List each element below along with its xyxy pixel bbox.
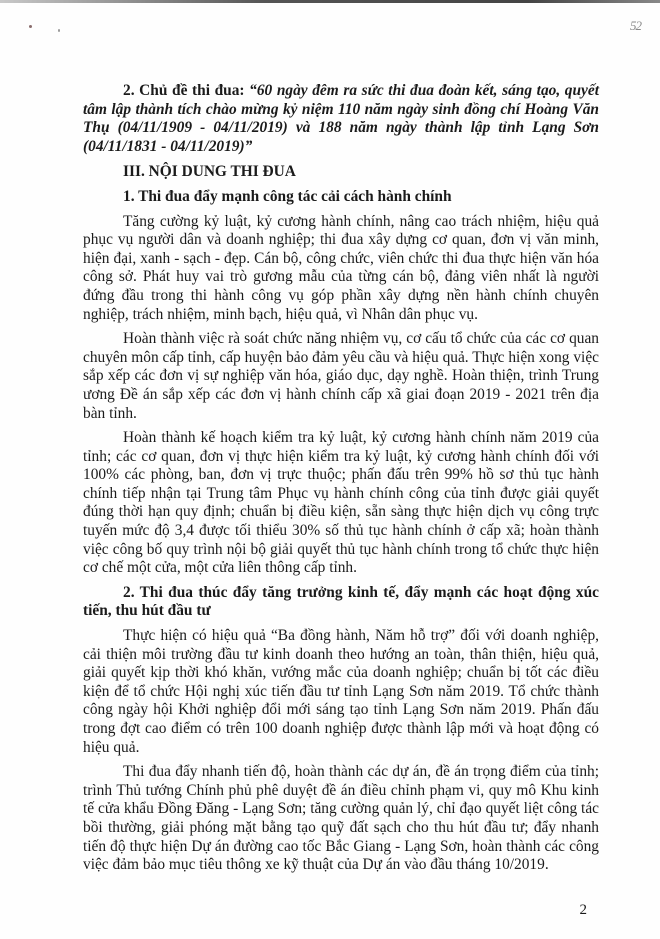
paragraph: Hoàn thành việc rà soát chức năng nhiệm vụ, cơ cấu tổ chức của các cơ quan chuyên môn cấp tỉnh, cấp huyện bảo đảm yêu cầu và hiệu quả. Thực hiện xong việc sắp xếp các đơn vị sự nghiệp văn hóa, giáo dục, dạy nghề. Hoàn thiện, trình Trung ương Đề án sắp xếp các đơn vị hành chính cấp xã giai đoạn 2019 - 2021 trên địa bàn tỉnh.: [83, 330, 599, 422]
page-number: 2: [579, 901, 587, 918]
subsection-heading: 1. Thi đua đẩy mạnh công tác cải cách hành chính: [123, 187, 452, 205]
subsection-heading: 2. Thi đua thúc đẩy tăng trưởng kinh tế, đẩy mạnh các hoạt động xúc tiến, thu hút đầu tư: [83, 583, 599, 620]
document-body: [83, 82, 599, 875]
scan-edge-line: [0, 0, 660, 3]
paragraph: Hoàn thành kế hoạch kiểm tra kỷ luật, kỷ cương hành chính năm 2019 của tỉnh; các cơ quan, đơn vị thực hiện kiểm tra kỷ luật, kỷ cương hành chính đối với 100% các phòng, ban, đơn vị trực thuộc; phấn đấu trên 99% hồ sơ thủ tục hành chính tiếp nhận tại Trung tâm Phục vụ hành chính công của tỉnh được giải quyết đúng thời hạn quy định; chuẩn bị điều kiện, sẵn sàng thực hiện dịch vụ công trực tuyến mức độ 3,4 được tối thiểu 30% số thủ tục hành chính ở cấp xã; hoàn thành việc công bố quy trình nội bộ giải quyết thủ tục hành chính trong tổ chức thực hiện cơ chế một cửa, một cửa liên thông cấp tỉnh.: [83, 429, 599, 577]
scan-speck: [29, 25, 32, 28]
section-theme: [83, 82, 599, 156]
section-heading: III. NỘI DUNG THI ĐUA: [123, 163, 296, 181]
theme-quote: “60 ngày đêm ra sức thi đua đoàn kết, sáng tạo, quyết tâm lập thành tích chào mừng kỷ niệm 110 năm ngày sinh đồng chí Hoàng Văn Thụ (04/11/1909 - 04/11/2019) và 188 năm ngày thành lập tỉnh Lạng Sơn (04/11/1831 - 04/11/2019)”: [83, 82, 599, 155]
paragraph: Thi đua đẩy nhanh tiến độ, hoàn thành các dự án, đề án trọng điểm của tỉnh; trình Thủ tướng Chính phủ phê duyệt đề án điều chỉnh phạm vi, quy mô Khu kinh tế cửa khẩu Đồng Đăng - Lạng Sơn; tăng cường quản lý, chỉ đạo quyết liệt công tác bồi thường, giải phóng mặt bằng tạo quỹ đất sạch cho thu hút đầu tư; đẩy nhanh tiến độ thực hiện Dự án đường cao tốc Bắc Giang - Lạng Sơn, hoàn thành các công việc đảm bảo mục tiêu thông xe kỹ thuật của Dự án vào đầu tháng 10/2019.: [83, 763, 599, 874]
paragraph: Tăng cường kỷ luật, kỷ cương hành chính, nâng cao trách nhiệm, hiệu quả phục vụ người dân và doanh nghiệp; thi đua xây dựng cơ quan, đơn vị văn minh, hiện đại, xanh - sạch - đẹp. Cán bộ, công chức, viên chức thi đua thực hiện văn hóa công sở. Phát huy vai trò gương mẫu của từng cán bộ, đảng viên nhất là người đứng đầu trong thi hành công vụ góp phần xây dựng nền hành chính chuyên nghiệp, trách nhiệm, minh bạch, hiệu quả, vì Nhân dân phục vụ.: [83, 212, 599, 323]
page-footer: [83, 901, 599, 939]
paragraph: Thực hiện có hiệu quả “Ba đồng hành, Năm hỗ trợ” đối với doanh nghiệp, cải thiện môi trường đầu tư kinh doanh theo hướng an toàn, thân thiện, hiệu quả, giải quyết kịp thời khó khăn, vướng mắc của doanh nghiệp; chuẩn bị tốt các điều kiện để tổ chức Hội nghị xúc tiến đầu tư tỉnh Lạng Sơn năm 2019. Tổ chức thành công ngày hội Khởi nghiệp đổi mới sáng tạo tỉnh Lạng Sơn năm 2019. Phấn đấu trong đợt cao điểm có trên 100 doanh nghiệp được thành lập mới và hoạt động có hiệu quả.: [83, 627, 599, 756]
theme-label: 2. Chủ đề thi đua:: [123, 82, 250, 99]
scan-speck: [58, 29, 60, 32]
handwritten-page-mark: 52: [630, 18, 641, 33]
